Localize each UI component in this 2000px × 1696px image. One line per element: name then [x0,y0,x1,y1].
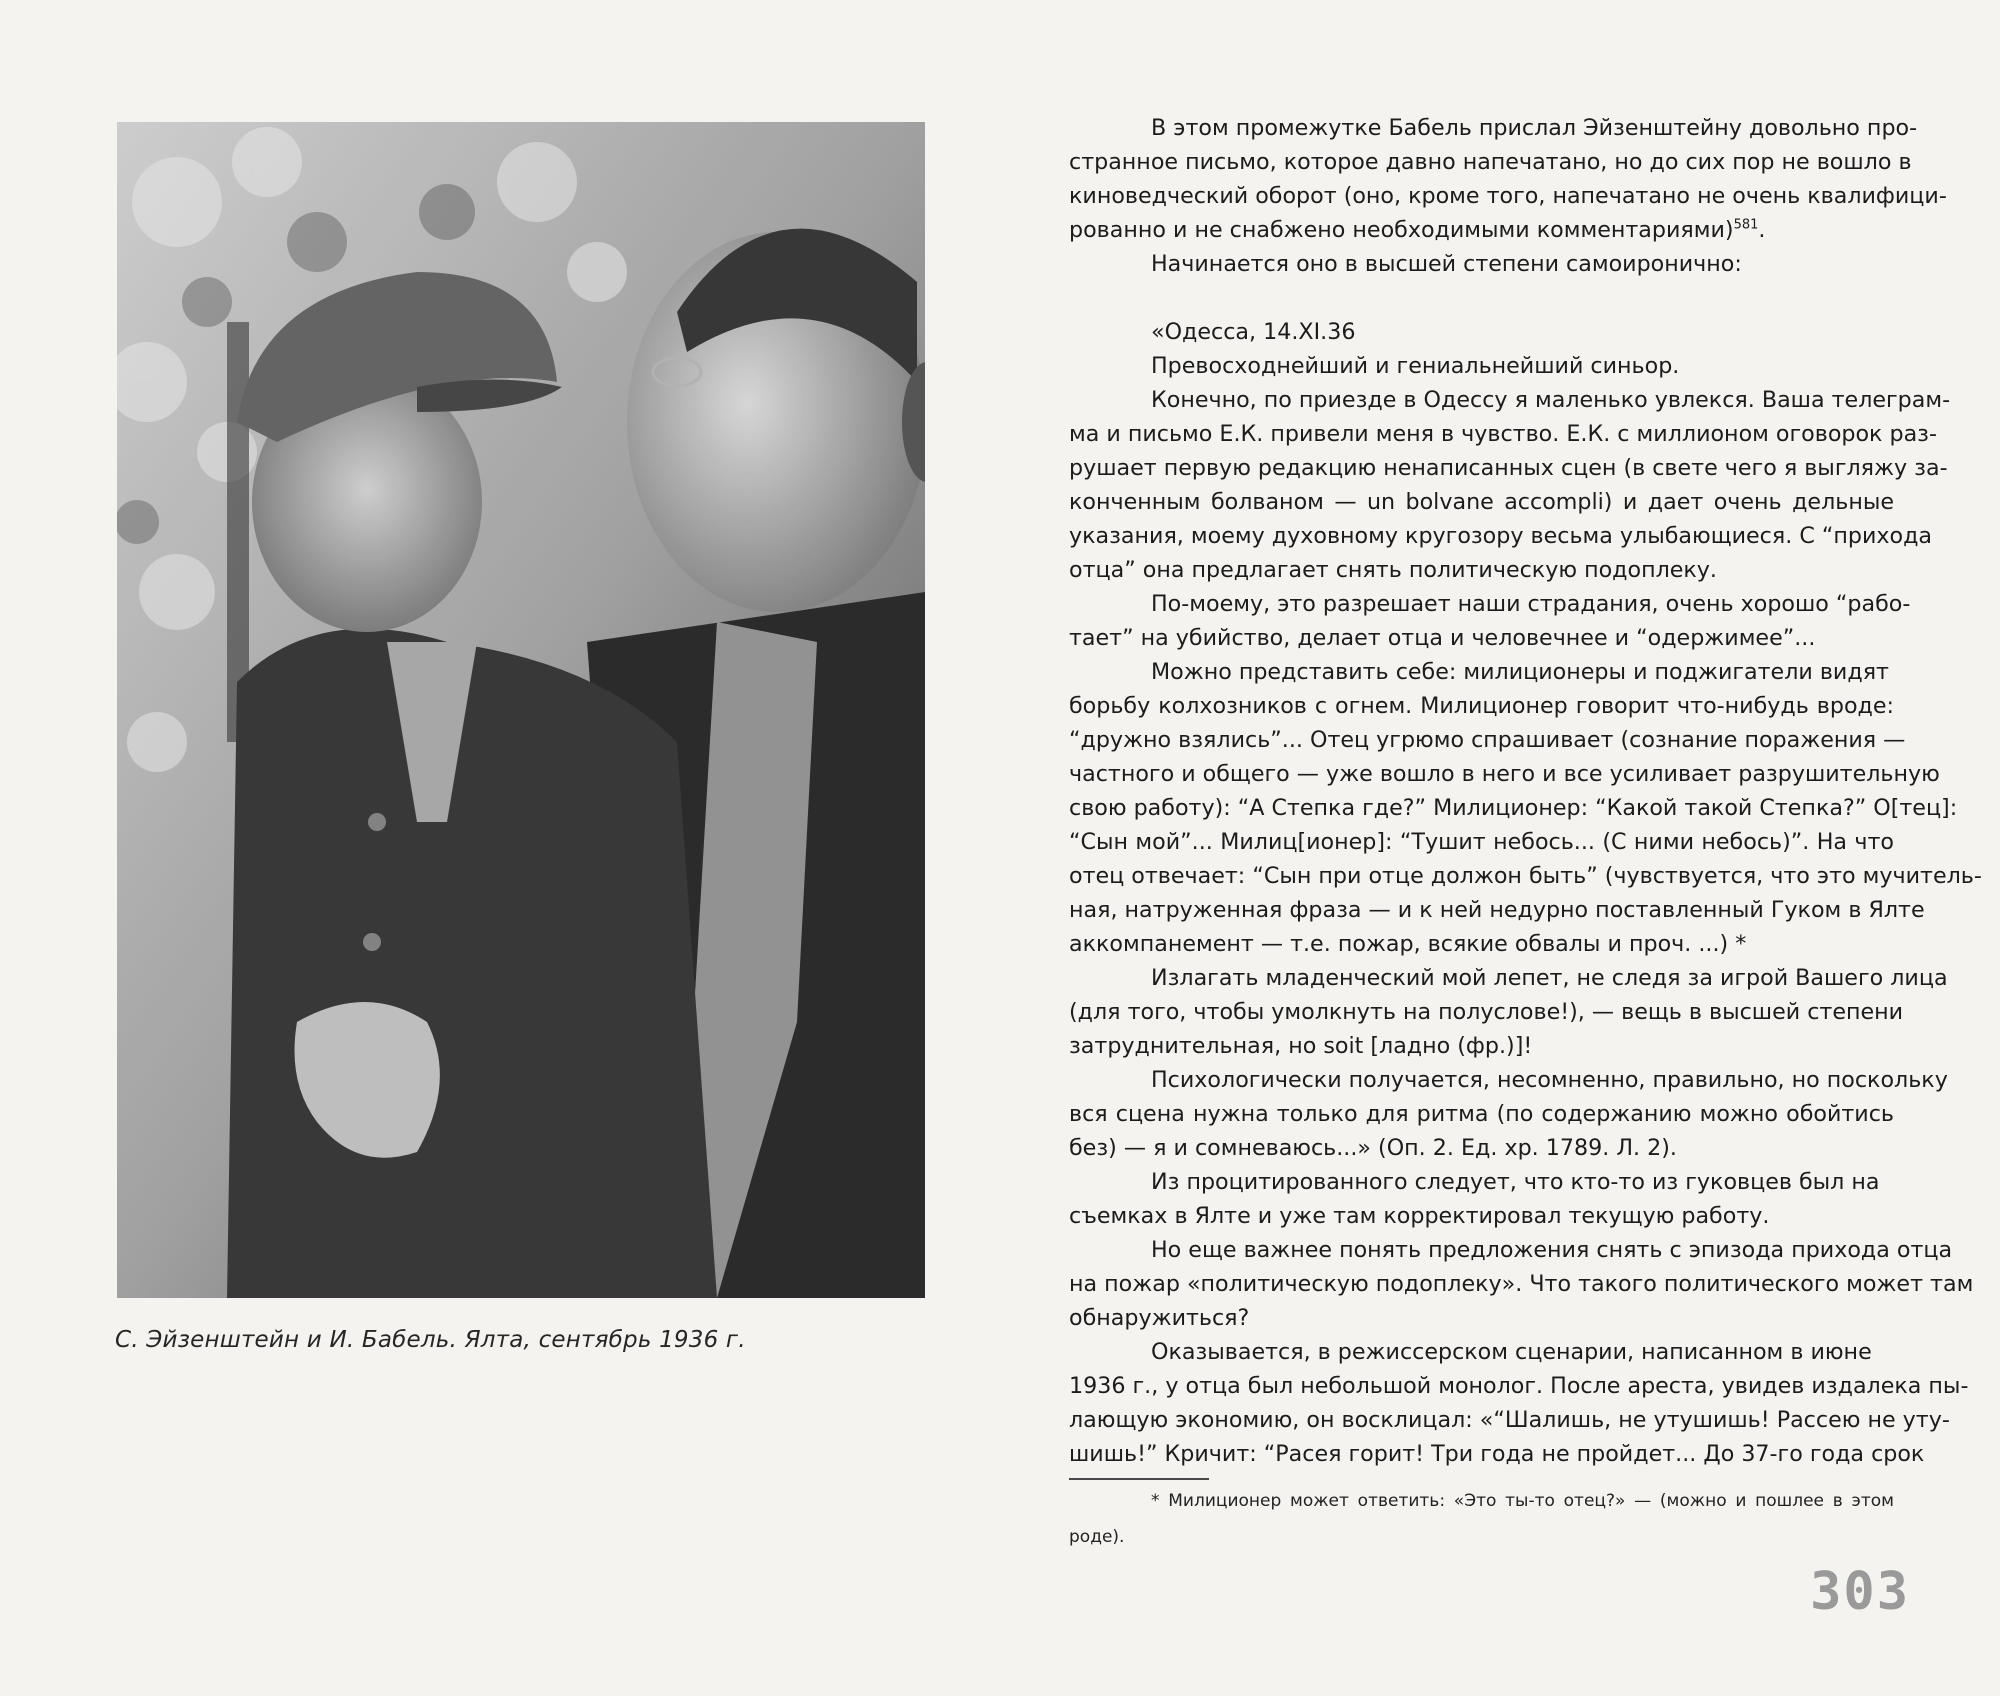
text-line-content: отец отвечает: “Сын при отце должон быть” (чувствуется, что это мучитель- [1069,863,1982,889]
text-line [1069,995,1904,1029]
text-line-content: рушает первую редакцию ненаписанных сцен (в свете чего я выгляжу за- [1069,455,1948,481]
text-line [1069,621,1894,655]
text-line [1069,417,1937,451]
text-line [1069,1369,1969,1403]
body-text-column [1069,111,1982,1471]
text-line-content: Превосходнейший и гениальнейший синьор. [1151,353,1680,379]
text-line [1069,757,1940,791]
text-line-content: “дружно взялись”... Отец угрюмо спрашивает (сознание поражения — [1069,727,1906,753]
photograph-eisenstein-babel [117,122,925,1298]
text-line [1069,1267,1974,1301]
text-line [1069,791,1958,825]
text-line [1069,723,1906,757]
text-line-content: рованно и не снабжено необходимыми комментариями) [1069,217,1734,243]
text-line-content: странное письмо, которое давно напечатано, но до сих пор не вошло в [1069,149,1912,175]
text-line-content: В этом промежутке Бабель прислал Эйзенштейну довольно про- [1151,115,1918,141]
text-line [1069,1165,1894,1199]
text-line [1069,349,1894,383]
text-line [1069,1199,1894,1233]
text-line-content: (для того, чтобы умолкнуть на полуслове!), — вещь в высшей степени [1069,999,1904,1025]
text-line-content: ма и письмо Е.К. привели меня в чувство. Е.К. с миллионом оговорок раз- [1069,421,1937,447]
footnote-reference: 581 [1733,217,1759,233]
text-line-content: обнаружиться? [1069,1305,1250,1331]
text-line-content: шишь!” Кричит: “Расея горит! Три года не пройдет... До 37-го года срок [1069,1441,1925,1467]
text-line [1069,587,1911,621]
text-line [1069,213,1894,247]
text-line [1069,1437,1925,1471]
text-line-content: Но еще важнее понять предложения снять с эпизода прихода отца [1151,1237,1953,1263]
text-line-content: съемках в Ялте и уже там корректировал текущую работу. [1069,1203,1770,1229]
text-line-content: борьбу колхозников с огнем. Милиционер говорит что-нибудь вроде: [1069,693,1894,719]
text-line-content: киноведческий оборот (оно, кроме того, напечатано не очень квалифици- [1069,183,1947,209]
text-line [1069,1063,1948,1097]
text-line [1069,111,1918,145]
text-line [1069,315,1894,349]
text-line [1069,145,1912,179]
text-line-content: отца” она предлагает снять политическую подоплеку. [1069,557,1717,583]
text-line [1069,179,1947,213]
text-line [1069,927,1894,961]
text-line [1069,451,1948,485]
text-line [1069,1131,1894,1165]
text-line-content: лающую экономию, он восклицал: «“Шалишь, не утушишь! Рассею не уту- [1069,1407,1950,1433]
text-line-content: «Одесса, 14.XI.36 [1151,319,1356,345]
text-line-content: свою работу): “А Степка где?” Милиционер: “Какой такой Степка?” О[тец]: [1069,795,1958,821]
text-line-content: без) — я и сомневаюсь...» (Оп. 2. Ед. хр. 1789. Л. 2). [1069,1135,1677,1161]
photo-caption: С. Эйзенштейн и И. Бабель. Ялта, сентябрь 1936 г. [115,1327,746,1353]
text-line [1069,825,1894,859]
text-line-content: По-моему, это разрешает наши страдания, очень хорошо “рабо- [1151,591,1911,617]
text-line-content: 1936 г., у отца был небольшой монолог. После ареста, увидев издалека пы- [1069,1373,1969,1399]
text-line [1069,1301,1894,1335]
text-line [1069,859,1982,893]
text-line-content: тает” на убийство, делает отца и человечнее и “одержимее”... [1069,625,1816,651]
text-line-tail: . [1758,217,1766,243]
footnote-rule [1069,1478,1209,1480]
text-line [1069,1335,1894,1369]
text-line [1069,553,1894,587]
text-line-content: Из процитированного следует, что кто-то из гуковцев был на [1151,1169,1880,1195]
text-line-content: частного и общего — уже вошло в него и все усиливает разрушительную [1069,761,1940,787]
text-line [1069,655,1894,689]
text-line-content: затруднительная, но soit [ладно (фр.)]! [1069,1033,1533,1059]
footnote-line: * Милиционер может ответить: «Это ты-то отец?» — (можно и пошлее в этом [1151,1491,1894,1511]
text-line [1069,519,1933,553]
text-line-content: Психологически получается, несомненно, правильно, но поскольку [1151,1067,1948,1093]
blank-line [1069,281,1894,315]
text-line [1069,247,1894,281]
photograph-icon [117,122,925,1298]
text-line [1069,383,1951,417]
text-line [1069,485,1894,519]
text-line [1069,1097,1894,1131]
text-line-content: вся сцена нужна только для ритма (по содержанию можно обойтись [1069,1101,1894,1127]
text-line-content: “Сын мой”... Милиц[ионер]: “Тушит небось... (С ними небось)”. На что [1069,829,1894,855]
text-line [1069,1403,1950,1437]
footnote-line: роде). [1069,1527,1125,1547]
text-line [1069,1029,1894,1063]
text-line-content: Начинается оно в высшей степени самоиронично: [1151,251,1742,277]
text-line-content: конченным болваном — un bolvane accompli) и дает очень дельные [1069,489,1894,515]
text-line-content: ная, натруженная фраза — и к ней недурно поставленный Гуком в Ялте [1069,897,1925,923]
text-line-content: Можно представить себе: милиционеры и поджигатели видят [1151,659,1889,685]
text-line-content: аккомпанемент — т.е. пожар, всякие обвалы и проч. ...) * [1069,931,1747,957]
text-line-content: Конечно, по приезде в Одессу я маленько увлекся. Ваша телеграм- [1151,387,1951,413]
page-number: 303 [1810,1562,1910,1622]
footnote [1069,1483,1894,1555]
text-line [1069,961,1948,995]
text-line [1069,689,1894,723]
text-line [1069,1233,1953,1267]
text-line-content: Излагать младенческий мой лепет, не следя за игрой Вашего лица [1151,965,1948,991]
text-line-content: указания, моему духовному кругозору весьма улыбающиеся. С “прихода [1069,523,1933,549]
text-line [1069,893,1925,927]
text-line-content: Оказывается, в режиссерском сценарии, написанном в июне [1151,1339,1872,1365]
text-line-content: на пожар «политическую подоплеку». Что такого политического может там [1069,1271,1974,1297]
